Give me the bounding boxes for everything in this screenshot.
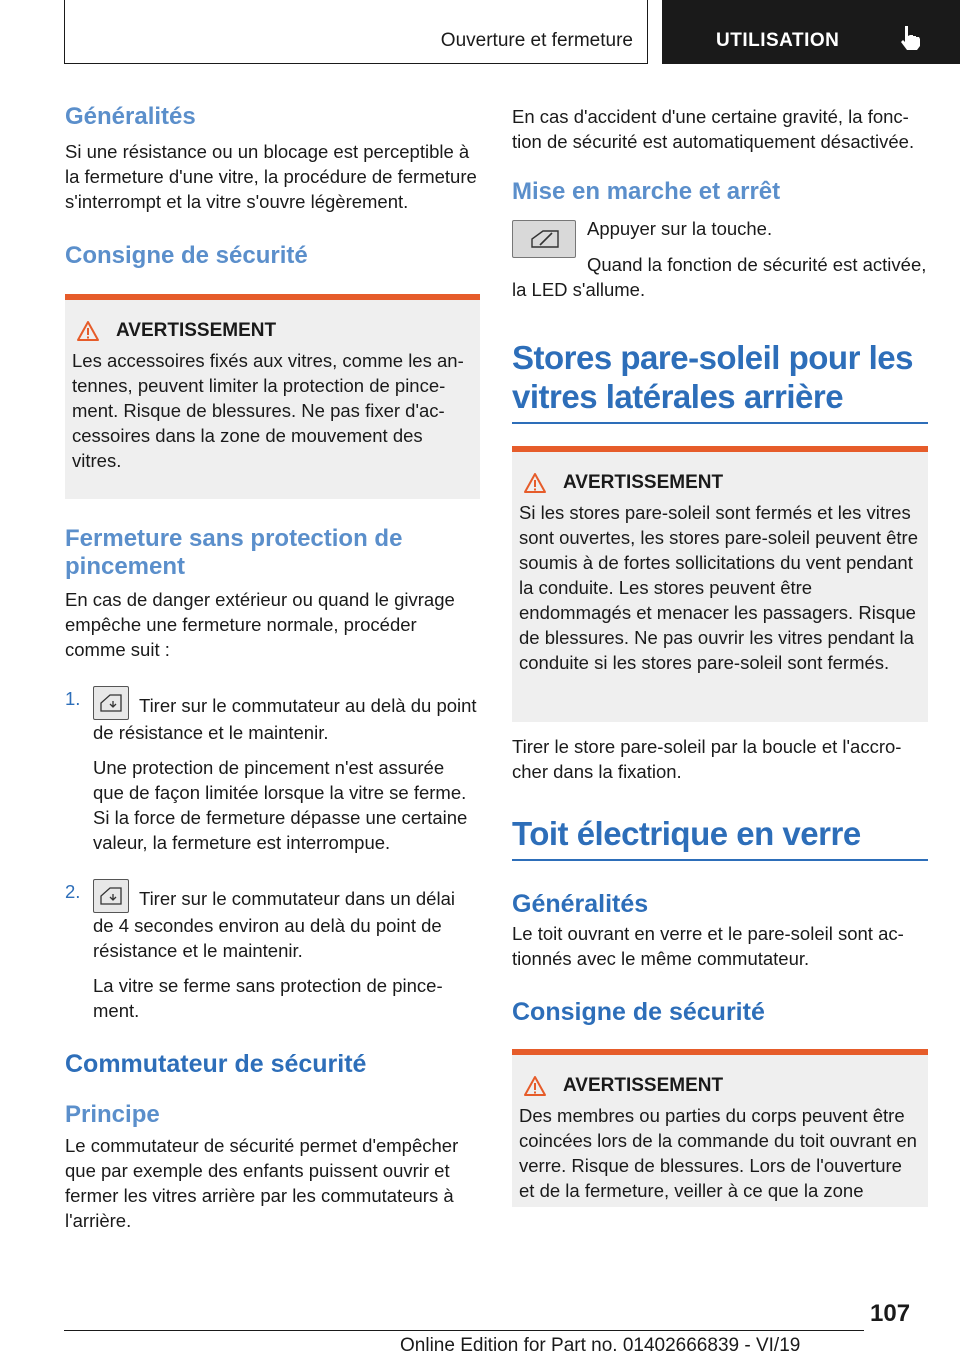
accident-text: En cas d'accident d'une certaine gravité, la fonction de sécurité est automatiquement désactivée. [512, 106, 915, 152]
toit-consigne-title: Consigne de sécurité [512, 998, 765, 1026]
warning-text: Si les stores pare-soleil sont fermés et les vitres sont ouvertes, les stores pare-soleil peuvent être soumis à de fortes sollicitations du vent pendant la conduite. Les stores peuvent être endommagés et menacer les passagers. Risque de blessures. Ne pas ouvrir les vitres pendant la conduite si les stores pare-soleil sont fermés. [519, 502, 918, 673]
generalites-text: Si une résistance ou un blocage est perceptible à la fermeture d'une vitre, la procédure de fermeture s'interrompt et la vitre s'ouvre légèrement. [65, 141, 477, 212]
step-1 [65, 686, 480, 855]
warning-box-2 [512, 446, 928, 722]
header-tab [662, 0, 960, 64]
mise-title: Mise en marche et arrêt [512, 178, 781, 205]
generalites-title: Généralités [65, 103, 196, 130]
step-number: 1. [65, 688, 81, 709]
warning-box-3 [512, 1049, 928, 1207]
mise-step2: Quand la fonction de sécurité est activée, la LED s'allume. [512, 254, 927, 300]
safety-switch-icon [512, 220, 576, 258]
hand-pointer-icon [896, 24, 924, 52]
toit-generalites-text: Le toit ouvrant en verre et le pare-soleil sont actionnés avec le même commutateur. [512, 923, 904, 969]
mise-step1: Appuyer sur la touche. [587, 218, 773, 239]
step-text: Tirer sur le commutateur dans un délai de 4 secondes environ au delà du point de résistance et le maintenir. [93, 888, 455, 961]
edition-text: Online Edition for Part no. 01402666839 - VI/19 [400, 1335, 801, 1356]
window-switch-icon [93, 686, 129, 720]
step-note: La vitre se ferme sans protection de pincement. [93, 975, 443, 1021]
warning-label: AVERTISSEMENT [563, 472, 724, 493]
warning-text: Des membres ou parties du corps peuvent être coincées lors de la commande du toit ouvrant en verre. Risque de blessures. Lors de l'ouverture et de la fermeture, veiller à ce que la zone [519, 1105, 917, 1201]
header-box [64, 0, 648, 64]
footer-divider [64, 1330, 864, 1331]
stores-text: Tirer le store pare-soleil par la boucle et l'accrocher dans la fixation. [512, 736, 902, 782]
step-text: Tirer sur le commutateur au delà du point de résistance et le maintenir. [93, 695, 477, 743]
toit-title: Toit électrique en verre [512, 814, 928, 861]
warning-triangle-icon [523, 1075, 547, 1097]
toit-generalites-title: Généralités [512, 890, 649, 918]
principe-title: Principe [65, 1101, 160, 1128]
step-2 [65, 879, 480, 1023]
step-note: Une protection de pincement n'est assurée que de façon limitée lorsque la vitre se ferme. Si la force de fermeture dépasse une certaine valeur, la fermeture est interrompue. [93, 757, 468, 853]
warning-label: AVERTISSEMENT [116, 320, 277, 341]
principe-text: Le commutateur de sécurité permet d'empêcher que par exemple des enfants puissent ouvrir et fermer les vitres arrière par les commutateurs à l'arrière. [65, 1135, 459, 1231]
stores-title: Stores pare-soleil pour les vitres latérales arrière [512, 338, 928, 424]
warning-text: Les accessoires fixés aux vitres, comme les antennes, peuvent limiter la protection de pincement. Risque de blessures. Ne pas fixer d'accessoires dans la zone de mouvement des vitres. [72, 350, 464, 471]
tab-label: UTILISATION [716, 30, 840, 51]
warning-triangle-icon [76, 320, 100, 342]
commutateur-title: Commutateur de sécurité [65, 1050, 367, 1078]
window-switch-icon [93, 879, 129, 913]
page-number: 107 [870, 1300, 911, 1327]
warning-label: AVERTISSEMENT [563, 1075, 724, 1096]
consigne-title: Consigne de sécurité [65, 242, 308, 269]
warning-box-1 [65, 294, 480, 499]
left-column [65, 100, 480, 1233]
step-number: 2. [65, 881, 81, 902]
right-column [512, 100, 928, 1207]
section-title: Ouverture et fermeture [440, 30, 633, 51]
warning-triangle-icon [523, 472, 547, 494]
fermeture-title: Fermeture sans protection de pincement [65, 525, 403, 580]
fermeture-text: En cas de danger extérieur ou quand le givrage empêche une fermeture normale, procéder comme suit : [65, 589, 455, 660]
